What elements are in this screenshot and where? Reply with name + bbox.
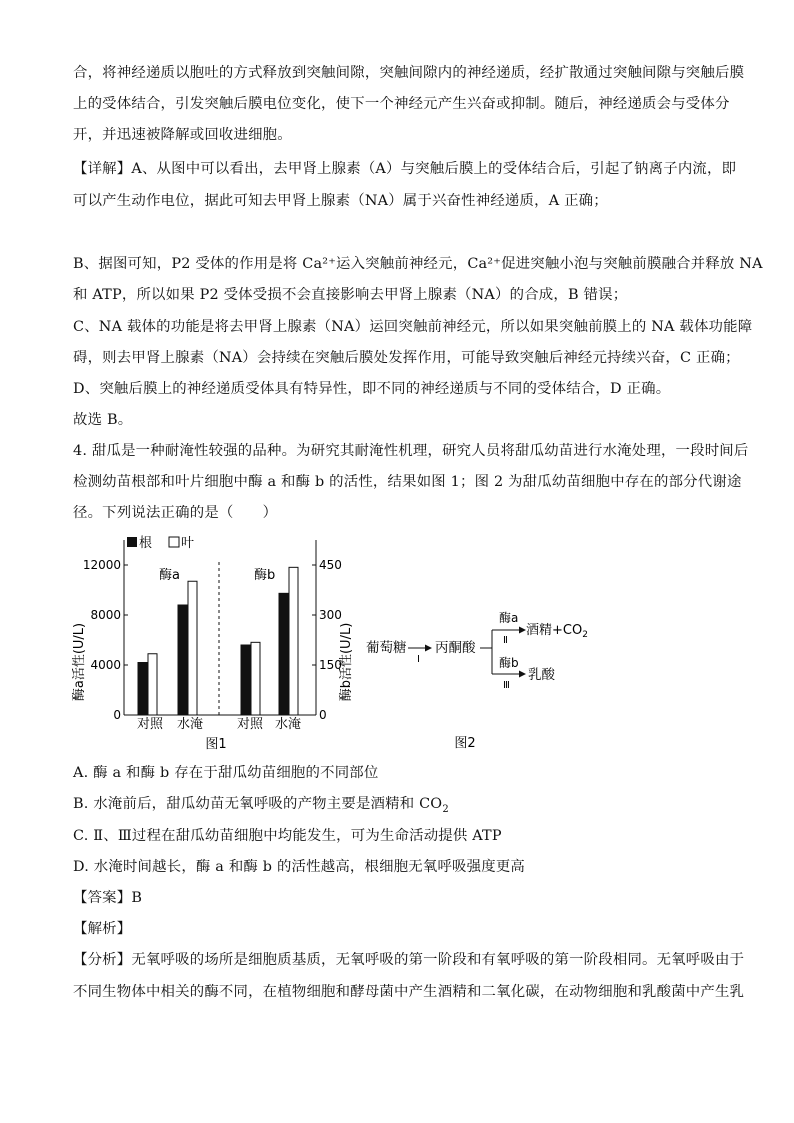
enzyme-b-label: 酶b xyxy=(499,656,519,670)
x-tick-b-flood: 水淹 xyxy=(274,717,302,732)
question-4-stem: 径。下列说法正确的是（ ） xyxy=(73,505,278,521)
step-3-label: Ⅲ xyxy=(503,680,510,691)
text-line: 上的受体结合，引发突触后膜电位变化，使下一个神经元产生兴奋或抑制。随后，神经递质会与受体分 xyxy=(73,96,730,112)
bar-enzyme-a-control-leaf xyxy=(148,654,157,715)
bar-enzyme-b-control-root xyxy=(241,645,250,715)
bar-enzyme-a-flooded-root xyxy=(178,605,187,715)
y-axis-label-right: 酶b活性(U/L) xyxy=(339,622,354,702)
option-b-explanation: B、据图可知，P2 受体的作用是将 Ca²⁺运入突触前神经元，Ca²⁺促进突触小泡与突触前膜融合并释放 NA xyxy=(73,256,763,272)
bar-enzyme-a-control-root xyxy=(138,663,147,716)
x-tick-a-flood: 水淹 xyxy=(176,717,204,732)
figure-1-caption: 图1 xyxy=(205,737,227,752)
legend-label-root: 根 xyxy=(139,536,153,551)
x-tick-b-control: 对照 xyxy=(236,717,264,732)
y-tick-label-right: 0 xyxy=(319,708,327,722)
figure-2-diagram xyxy=(360,600,620,752)
y-tick-label-left: 8000 xyxy=(90,608,121,622)
option-c-explanation: 碍，则去甲肾上腺素（NA）会持续在突触后膜处发挥作用，可能导致突触后神经元持续兴奋，C 正确； xyxy=(73,350,740,366)
text-line: 开，并迅速被降解或回收进细胞。 xyxy=(73,127,292,143)
panel-a-label: 酶a xyxy=(159,568,180,583)
analysis-line: 【分析】无氧呼吸的场所是细胞质基质，无氧呼吸的第一阶段和有氧呼吸的第一阶段相同。无氧呼吸由于 xyxy=(73,952,745,968)
legend-swatch-leaf xyxy=(169,537,179,547)
y-axis-label-left: 酶a活性(U/L) xyxy=(72,622,87,702)
product-ethanol-co2: 酒精$+CO_2$ xyxy=(526,623,588,640)
step-2-label: Ⅱ xyxy=(503,635,508,646)
bar-enzyme-a-flooded-leaf xyxy=(188,581,197,715)
figure-2-caption: 图2 xyxy=(454,736,476,751)
pyruvate-label: 丙酮酸 xyxy=(435,640,476,656)
glucose-label: 葡萄糖 xyxy=(366,640,407,656)
panel-b-label: 酶b xyxy=(254,568,276,583)
y-tick-label-right: 300 xyxy=(319,608,342,622)
y-tick-label-right: 450 xyxy=(319,558,342,572)
enzyme-a-label: 酶a xyxy=(499,611,519,625)
option-b-subscript: 2 xyxy=(442,803,449,815)
analysis-heading: 【解析】 xyxy=(73,921,132,937)
choice-statement: 故选 B。 xyxy=(73,412,133,428)
option-a[interactable]: A. 酶 a 和酶 b 存在于甜瓜幼苗细胞的不同部位 xyxy=(73,765,379,781)
product-lactic-acid: 乳酸 xyxy=(528,667,555,683)
bar-enzyme-b-flooded-root xyxy=(279,593,288,715)
option-c-explanation: C、NA 载体的功能是将去甲肾上腺素（NA）运回突触前神经元，所以如果突触前膜上的 NA 载体功能障 xyxy=(73,319,753,335)
option-c[interactable]: C. Ⅱ、Ⅲ过程在甜瓜幼苗细胞中均能发生，可为生命活动提供 ATP xyxy=(73,828,502,844)
y-tick-label-left: 12000 xyxy=(82,558,121,572)
option-b-explanation: 和 ATP，所以如果 P2 受体受损不会直接影响去甲肾上腺素（NA）的合成，B 错误； xyxy=(73,287,628,303)
option-b-text: B. 水淹前后，甜瓜幼苗无氧呼吸的产物主要是酒精和 CO xyxy=(73,796,443,812)
bar-enzyme-b-flooded-leaf xyxy=(289,567,298,715)
answer-label: 【答案】B xyxy=(73,890,143,906)
legend-swatch-root xyxy=(127,537,137,547)
detail-line: 【详解】A、从图中可以看出，去甲肾上腺素（A）与突触后膜上的受体结合后，引起了钠离子内流，即 xyxy=(73,161,737,177)
legend-label-leaf: 叶 xyxy=(181,536,195,551)
text-line: 合，将神经递质以胞吐的方式释放到突触间隙，突触间隙内的神经递质，经扩散通过突触间隙与突触后膜 xyxy=(73,65,745,81)
option-b[interactable] xyxy=(73,794,449,820)
figure-1-chart xyxy=(66,530,356,752)
y-tick-label-left: 4000 xyxy=(90,658,121,672)
analysis-line: 不同生物体中相关的酶不同，在植物细胞和酵母菌中产生酒精和二氧化碳，在动物细胞和乳酸菌中产生乳 xyxy=(73,984,745,1000)
option-d-explanation: D、突触后膜上的神经递质受体具有特异性，即不同的神经递质与不同的受体结合，D 正确。 xyxy=(73,381,671,397)
y-tick-label-left: 0 xyxy=(113,708,121,722)
option-d[interactable]: D. 水淹时间越长，酶 a 和酶 b 的活性越高，根细胞无氧呼吸强度更高 xyxy=(73,859,526,875)
x-tick-a-control: 对照 xyxy=(136,717,164,732)
y-tick-label-right: 150 xyxy=(319,658,342,672)
step-1-label: Ⅰ xyxy=(417,654,420,665)
detail-line: 可以产生动作电位，据此可知去甲肾上腺素（NA）属于兴奋性神经递质，A 正确； xyxy=(73,193,608,209)
bar-enzyme-b-control-leaf xyxy=(251,642,260,715)
question-4-stem: 4. 甜瓜是一种耐淹性较强的品种。为研究其耐淹性机理，研究人员将甜瓜幼苗进行水淹处理，一段时间后 xyxy=(73,443,749,459)
question-4-stem: 检测幼苗根部和叶片细胞中酶 a 和酶 b 的活性，结果如图 1；图 2 为甜瓜幼苗细胞中存在的部分代谢途 xyxy=(73,474,742,490)
